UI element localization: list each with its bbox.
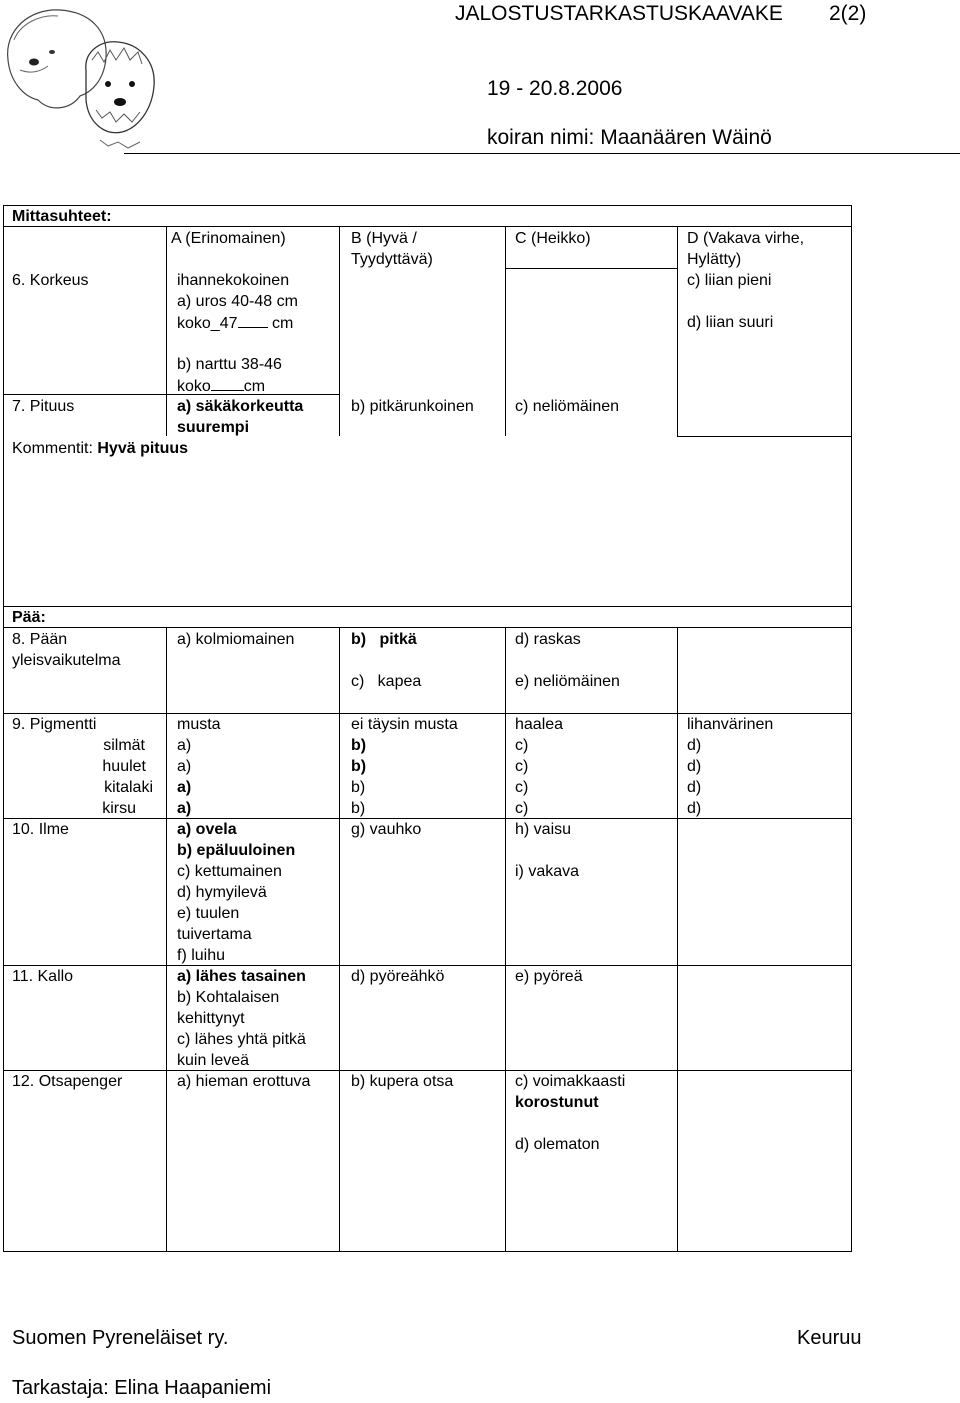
column-a-header: A (Erinomainen) — [171, 230, 286, 247]
ilme-label: 10. Ilme — [12, 821, 69, 838]
korkeus-unit-2: cm — [243, 378, 266, 395]
ilme-a-tuivertama: tuivertama — [177, 926, 252, 943]
pigmentti-c-silmat: c) — [515, 737, 529, 754]
ilme-c-vaisu: h) vaisu — [515, 821, 572, 838]
pigmentti-label: 9. Pigmentti — [12, 716, 97, 733]
dog-name: koiran nimi: Maanäären Wäinö — [487, 126, 772, 149]
pigmentti-d-kitalaki: d) — [687, 779, 702, 796]
kallo-a-yhta-pitka: c) lähes yhtä pitkä — [177, 1031, 306, 1048]
korkeus-a-line4: b) narttu 38-46 — [177, 356, 282, 373]
pigmentti-sub-kirsu: kirsu — [102, 800, 136, 817]
pigmentti-b-silmat: b) — [351, 737, 367, 754]
korkeus-unit: cm — [271, 315, 294, 332]
kallo-c: e) pyöreä — [515, 968, 583, 985]
paan-b-line2: c) kapea — [351, 673, 422, 690]
pigmentti-b-kirsu: b) — [351, 800, 366, 817]
footer-place: Keuruu — [797, 1327, 862, 1349]
kallo-a-leveä: kuin leveä — [177, 1052, 250, 1069]
page-number: 2(2) — [829, 2, 867, 25]
korkeus-label: 6. Korkeus — [12, 272, 89, 289]
header-rule — [124, 153, 960, 154]
column-b-header-line2: Tyydyttävä) — [351, 251, 433, 268]
section-mittasuhteet: Mittasuhteet: — [12, 208, 112, 225]
korkeus-measured-value: koko_47 — [177, 315, 238, 332]
pigmentti-a-huulet: a) — [177, 758, 192, 775]
column-c-header: C (Heikko) — [515, 230, 591, 247]
pigmentti-a-kirsu: a) — [177, 800, 192, 817]
korkeus-d-line1: c) liian pieni — [687, 272, 772, 289]
korkeus-a-line1: ihannekokoinen — [177, 272, 290, 289]
paan-c-line2: e) neliömäinen — [515, 673, 620, 690]
pigmentti-c-header: haalea — [515, 716, 564, 733]
pigmentti-d-kirsu: d) — [687, 800, 702, 817]
ilme-a-tuulen: e) tuulen — [177, 905, 240, 922]
kallo-label: 11. Kallo — [12, 968, 74, 985]
section-paa: Pää: — [12, 609, 46, 626]
otsapenger-b: b) kupera otsa — [351, 1073, 454, 1090]
ilme-a-epaluuloinen: b) epäluuloinen — [177, 842, 296, 859]
korkeus-a-line2: a) uros 40-48 cm — [177, 293, 298, 310]
pigmentti-a-header: musta — [177, 716, 221, 733]
footer-inspector: Tarkastaja: Elina Haapaniemi — [12, 1377, 272, 1399]
pigmentti-d-huulet: d) — [687, 758, 702, 775]
korkeus-d-line2: d) liian suuri — [687, 314, 774, 331]
paan-b-line1: b) pitkä — [351, 631, 417, 648]
korkeus-a-line3 — [177, 312, 293, 334]
comment-label: Kommentit: — [12, 440, 93, 457]
pigmentti-b-huulet: b) — [351, 758, 367, 775]
kallo-a-kehittynyt: kehittynyt — [177, 1010, 245, 1027]
pituus-c: c) neliömäinen — [515, 398, 620, 415]
pigmentti-d-silmat: d) — [687, 737, 702, 754]
korkeus-a-line5 — [177, 375, 265, 397]
pigmentti-sub-huulet: huulet — [102, 758, 146, 775]
ilme-a-kettumainen: c) kettumainen — [177, 863, 282, 880]
kallo-a-kohtalaisen: b) Kohtalaisen — [177, 989, 280, 1006]
pigmentti-c-kitalaki: c) — [515, 779, 529, 796]
pituus-b: b) pitkärunkoinen — [351, 398, 474, 415]
event-date: 19 - 20.8.2006 — [487, 77, 623, 100]
pituus-label: 7. Pituus — [12, 398, 75, 415]
otsapenger-c-line1: c) voimakkaasti — [515, 1073, 626, 1090]
comment-value: Hyvä pituus — [97, 440, 189, 457]
ilme-a-luihu: f) luihu — [177, 947, 226, 964]
ilme-b: g) vauhko — [351, 821, 422, 838]
pituus-a-line1: a) säkäkorkeutta — [177, 398, 304, 415]
korkeus-blank — [238, 312, 268, 328]
paan-label-line2: yleisvaikutelma — [12, 652, 121, 669]
pigmentti-a-silmat: a) — [177, 737, 192, 754]
pituus-comment — [12, 438, 188, 459]
otsapenger-a: a) hieman erottuva — [177, 1073, 311, 1090]
pigmentti-b-header: ei täysin musta — [351, 716, 458, 733]
pigmentti-sub-silmat: silmät — [103, 737, 145, 754]
kallo-a-tasainen: a) lähes tasainen — [177, 968, 306, 985]
paan-c-line1: d) raskas — [515, 631, 581, 648]
pigmentti-sub-kitalaki: kitalaki — [104, 779, 153, 796]
paan-label-line1: 8. Pään — [12, 631, 68, 648]
otsapenger-c-line2: korostunut — [515, 1094, 599, 1111]
ilme-c-vakava: i) vakava — [515, 863, 580, 880]
otsapenger-label: 12. Otsapenger — [12, 1073, 123, 1090]
pigmentti-d-header: lihanvärinen — [687, 716, 774, 733]
pigmentti-b-kitalaki: b) — [351, 779, 366, 796]
pigmentti-c-huulet: c) — [515, 758, 529, 775]
column-d-header-line2: Hylätty) — [687, 251, 742, 268]
pigmentti-a-kitalaki: a) — [177, 779, 192, 796]
column-d-header-line1: D (Vakava virhe, — [687, 230, 805, 247]
ilme-a-hymyileva: d) hymyilevä — [177, 884, 267, 901]
pituus-a-line2: suurempi — [177, 419, 250, 436]
form-title: JALOSTUSTARKASTUSKAAVAKE — [455, 2, 783, 25]
korkeus-blank-2 — [211, 375, 244, 391]
paan-a: a) kolmiomainen — [177, 631, 295, 648]
pigmentti-c-kirsu: c) — [515, 800, 529, 817]
ilme-a-ovela: a) ovela — [177, 821, 237, 838]
korkeus-koko: koko — [177, 378, 211, 395]
kallo-b: d) pyöreähkö — [351, 968, 445, 985]
column-b-header-line1: B (Hyvä / — [351, 230, 417, 247]
footer-organization: Suomen Pyreneläiset ry. — [12, 1327, 229, 1349]
otsapenger-c-line3: d) olematon — [515, 1136, 600, 1153]
dog-logo — [0, 0, 160, 150]
